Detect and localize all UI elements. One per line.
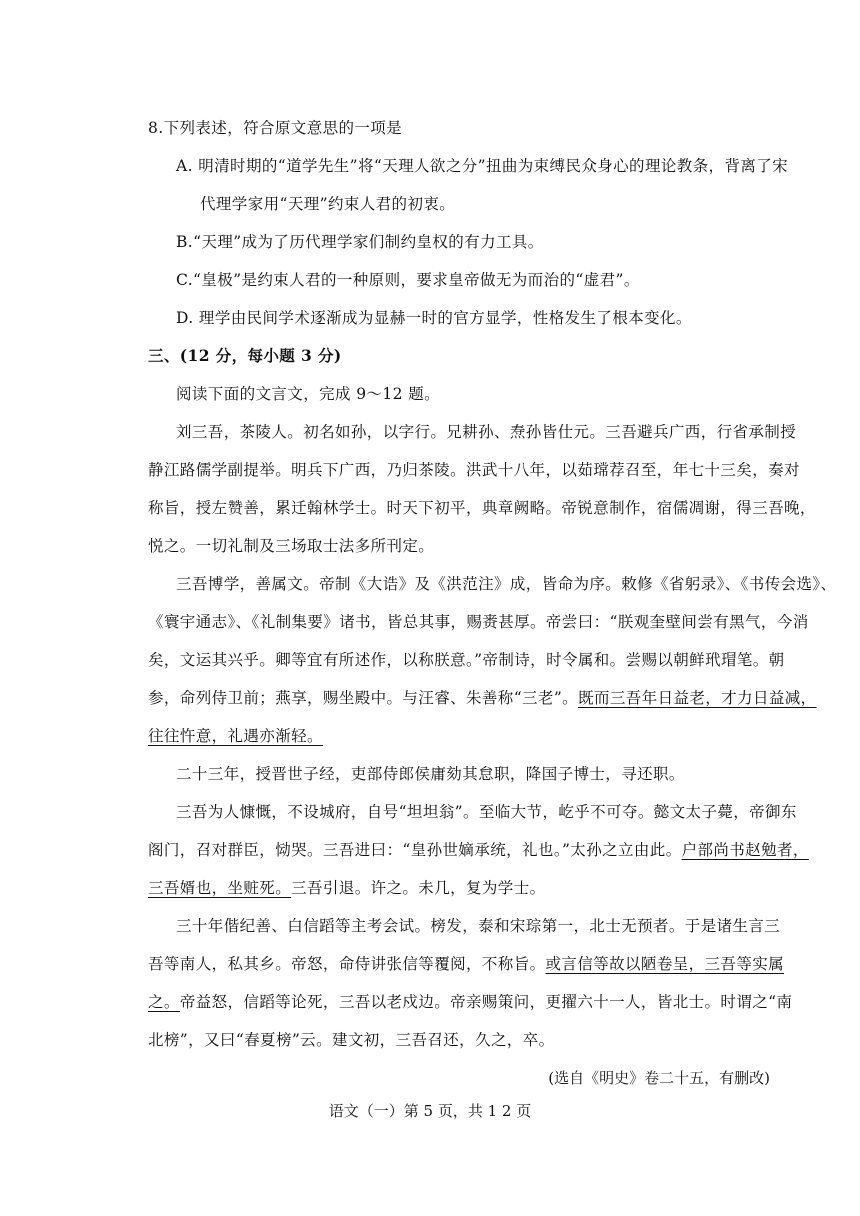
passage-p4-line2	[148, 839, 809, 861]
passage-p2-line4-plain: 参，命列侍卫前；燕享，赐坐殿中。与汪睿、朱善称“三老”。	[148, 689, 579, 707]
section-3-instruction: 阅读下面的文言文，完成 9～12 题。	[176, 385, 441, 403]
passage-p5-line2-plain: 吾等南人，私其乡。帝怒，命侍讲张信等覆阅，不称旨。	[148, 955, 546, 973]
option-a-line2: 代理学家用“天理”约束人君的初衷。	[200, 195, 456, 213]
passage-p2-line2: 《寰宇通志》、《礼制集要》诸书，皆总其事，赐赉甚厚。帝尝曰：“朕观奎壁间尝有黑气，今消	[148, 613, 809, 631]
passage-p2-line1: 三吾博学，善属文。帝制《大诰》及《洪范注》成，皆命为序。敕修《省躬录》、《书传会选》、	[176, 575, 837, 593]
passage-p5-line3-plain: 帝益怒，信蹈等论死，三吾以老戍边。帝亲赐策问，更擢六十一人，皆北士。时谓之“南	[179, 993, 793, 1011]
option-a-line1: A. 明清时期的“道学先生”将“天理人欲之分”扭曲为束缚民众身心的理论教条，背离了宋	[176, 157, 789, 175]
underlined-sentence-2a: 户部尚书赵勉者，	[681, 841, 809, 859]
passage-p1-line3: 称旨，授左赞善，累迁翰林学士。时天下初平，典章阙略。帝锐意制作，宿儒凋谢，得三吾晚，	[148, 499, 816, 517]
underlined-sentence-1a: 既而三吾年日益老，才力日益减，	[578, 689, 817, 707]
passage-p4-line3-plain: 三吾引退。许之。未几，复为学士。	[291, 879, 546, 897]
option-b: B.“天理”成为了历代理学家们制约皇权的有力工具。	[176, 233, 544, 251]
section-3-heading: 三、(12 分，每小题 3 分)	[148, 346, 342, 365]
underlined-sentence-2b: 三吾婿也，坐赃死。	[148, 879, 292, 897]
question-8-stem: 8.下列表述，符合原文意思的一项是	[148, 119, 403, 137]
underlined-sentence-3b: 之。	[148, 993, 180, 1011]
option-d: D. 理学由民间学术逐渐成为显赫一时的官方显学，性格发生了根本变化。	[176, 309, 692, 327]
underlined-sentence-1b: 往往忤意，礼遇亦渐轻。	[148, 727, 323, 745]
passage-p4-line3	[148, 877, 546, 899]
option-c: C.“皇极”是约束人君的一种原则，要求皇帝做无为而治的“虚君”。	[176, 271, 640, 289]
passage-p4-line2-plain: 阁门，召对群臣，恸哭。三吾进曰：“皇孙世嫡承统，礼也。”太孙之立由此。	[148, 841, 682, 859]
passage-p5-line4: 北榜”，又曰“春夏榜”云。建文初，三吾召还，久之，卒。	[148, 1031, 555, 1049]
passage-p1-line2: 静江路儒学副提举。明兵下广西，乃归茶陵。洪武十八年，以茹瑺荐召至，年七十三矣，奏对	[148, 461, 800, 479]
passage-p5-line3	[148, 991, 792, 1013]
passage-p4-line1: 三吾为人慷慨，不设城府，自号“坦坦翁”。至临大节，屹乎不可夺。懿文太子薨，帝御东	[176, 803, 797, 821]
passage-p2-line3: 矣，文运其兴乎。卿等宜有所述作，以称朕意。”帝制诗，时令属和。尝赐以朝鲜玳瑁笔。朝	[148, 651, 785, 669]
passage-p5-line1: 三十年偕纪善、白信蹈等主考会试。榜发，泰和宋琮第一，北士无预者。于是诸生言三	[176, 917, 781, 935]
passage-p5-line2	[148, 953, 784, 975]
source-citation: (选自《明史》卷二十五，有删改)	[548, 1069, 770, 1087]
passage-p1-line4: 悦之。一切礼制及三场取士法多所刊定。	[148, 537, 435, 555]
page-footer: 语文（一）第 5 页，共 1 2 页	[328, 1102, 532, 1120]
passage-p2-line4	[148, 687, 817, 709]
passage-p1-line1: 刘三吾，茶陵人。初名如孙，以字行。兄耕孙、焘孙皆仕元。三吾避兵广西，行省承制授	[176, 423, 797, 441]
passage-p3-line1: 二十三年，授晋世子经，吏部侍郎侯庸劾其怠职，降国子博士，寻还职。	[176, 765, 685, 783]
underlined-sentence-3a: 或言信等故以陋卷呈，三吾等实属	[545, 955, 785, 973]
